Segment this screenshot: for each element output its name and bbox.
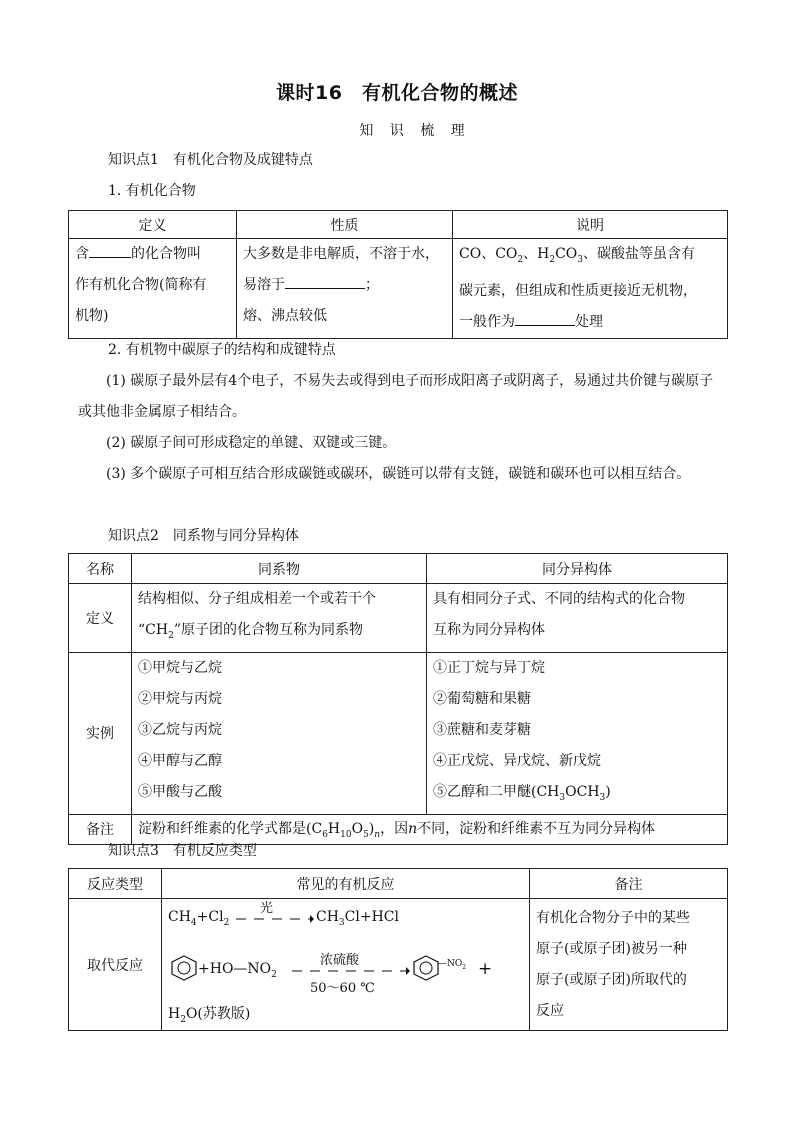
list-item: ⑤甲酸与乙酸 <box>138 783 222 800</box>
header-common-reactions: 常见的有机反应 <box>162 869 530 899</box>
page-title: 课时16 有机化合物的概述 <box>276 82 518 104</box>
prop-text: 大多数是非电解质，不溶于水， <box>243 246 439 262</box>
nitro-group-label: $—NO_2$ <box>438 959 467 971</box>
section-subtitle: 知 识 梳 理 <box>359 123 471 139</box>
list-item: ③蔗糖和麦芽糖 <box>433 721 531 738</box>
reaction-type-cell: 取代反应 <box>69 899 162 1031</box>
isomer-examples <box>427 652 728 814</box>
paragraph-1: (1) 碳原子最外层有4个电子，不易失去或得到电子而形成阳离子或阴离子，易通过共价键与碳原子或其他非金属原子相结合。 <box>78 373 714 420</box>
reaction-arrow-1 <box>234 913 314 925</box>
prop-text: 熔、沸点较低 <box>243 308 327 324</box>
def-text: 作有机化合物(简称有 <box>75 277 207 293</box>
kp3-heading: 知识点3 有机反应类型 <box>108 843 257 859</box>
header-note: 说明 <box>453 211 728 239</box>
list-item: ②甲烷与丙烷 <box>138 690 222 707</box>
list-item: ⑤乙醇和二甲醚$(CH_3OCH_3)$ <box>433 783 611 803</box>
paragraph-2: (2) 碳原子间可形成稳定的单键、双键或三键。 <box>106 435 397 451</box>
list-item: ①甲烷与乙烷 <box>138 659 222 676</box>
header-isomer: 同分异构体 <box>427 554 728 584</box>
kp1-heading: 知识点1 有机化合物及成键特点 <box>108 152 313 168</box>
paragraph-3: (3) 多个碳原子可相互结合形成碳链或碳环，碳链可以带有支链，碳链和碳环也可以相互结合。 <box>106 466 691 482</box>
row-label-definition: 定义 <box>69 584 132 653</box>
list-item: ③乙烷与丙烷 <box>138 721 222 738</box>
reaction-cell <box>162 899 530 1031</box>
header-remark: 备注 <box>530 869 728 899</box>
definition-cell <box>69 239 237 339</box>
reaction-arrow-2 <box>290 965 410 977</box>
def-text: 机物) <box>75 308 109 324</box>
prop-text: 易溶于 <box>243 277 285 293</box>
condition-sulfuric-acid: 浓硫酸 <box>320 953 360 968</box>
organic-compound-table <box>68 210 728 339</box>
fill-blank <box>89 243 131 258</box>
reaction-1: $CH_4+Cl_2$ <box>168 909 230 928</box>
fill-blank <box>285 274 365 289</box>
plus-sign: + <box>478 959 493 979</box>
homolog-definition: 结构相似、分子组成相差一个或若干个 “$CH_2$”原子团的化合物互称为同系物 <box>132 584 427 653</box>
kp1-sec1: 1. 有机化合物 <box>108 183 196 199</box>
condition-temperature: 50～60 ℃ <box>310 981 375 996</box>
header-definition: 定义 <box>69 211 237 239</box>
prop-text: ； <box>365 277 379 293</box>
header-reaction-type: 反应类型 <box>69 869 162 899</box>
row-label-remark: 备注 <box>69 814 132 844</box>
note-text: 碳元素，但组成和性质更接近无机物， <box>459 282 697 299</box>
header-name: 名称 <box>69 554 132 584</box>
list-item: ④甲醇与乙醇 <box>138 752 222 769</box>
nitrobenzene-ring-icon <box>412 955 440 981</box>
kp2-heading: 知识点2 同系物与同分异构体 <box>108 528 299 544</box>
homolog-isomer-table <box>68 553 728 845</box>
list-item: ①正丁烷与异丁烷 <box>433 659 545 676</box>
note-cell: CO、$CO_2$、$H_2CO_3$、碳酸盐等虽含有 碳元素，但组成和性质更接近无机物， 一般作为 处理 <box>453 239 728 339</box>
reaction-remark-cell: 有机化合物分子中的某些 原子(或原子团)被另一种 原子(或原子团)所取代的 反应 <box>530 899 728 1031</box>
list-item: ②葡萄糖和果糖 <box>433 690 531 707</box>
benzene-ring-icon <box>170 955 198 981</box>
reaction-type-table <box>68 868 728 1031</box>
remark-cell: 淀粉和纤维素的化学式都是$(C_6H_{10}O_5)_n$，因n不同，淀粉和纤维素不互为同分异构体 <box>132 814 728 844</box>
homolog-examples <box>132 652 427 814</box>
list-item: ④正戊烷、异戊烷、新戊烷 <box>433 752 601 769</box>
header-homolog: 同系物 <box>132 554 427 584</box>
reaction-2-water: $H_2O$(苏教版) <box>168 1006 251 1025</box>
reaction-1-products: $CH_3Cl+HCl$ <box>316 909 399 928</box>
isomer-definition: 具有相同分子式、不同的结构式的化合物 互称为同分异构体 <box>427 584 728 653</box>
reaction-2-reactants: $+HO—NO_2$ <box>198 961 277 980</box>
def-text: 的化合物叫 <box>131 246 201 262</box>
fill-blank <box>515 311 575 326</box>
header-property: 性质 <box>237 211 453 239</box>
def-text: 含 <box>75 246 89 262</box>
condition-light: 光 <box>260 901 274 916</box>
kp1-sec2: 2. 有机物中碳原子的结构和成键特点 <box>108 342 336 358</box>
row-label-examples: 实例 <box>69 652 132 814</box>
property-cell <box>237 239 453 339</box>
